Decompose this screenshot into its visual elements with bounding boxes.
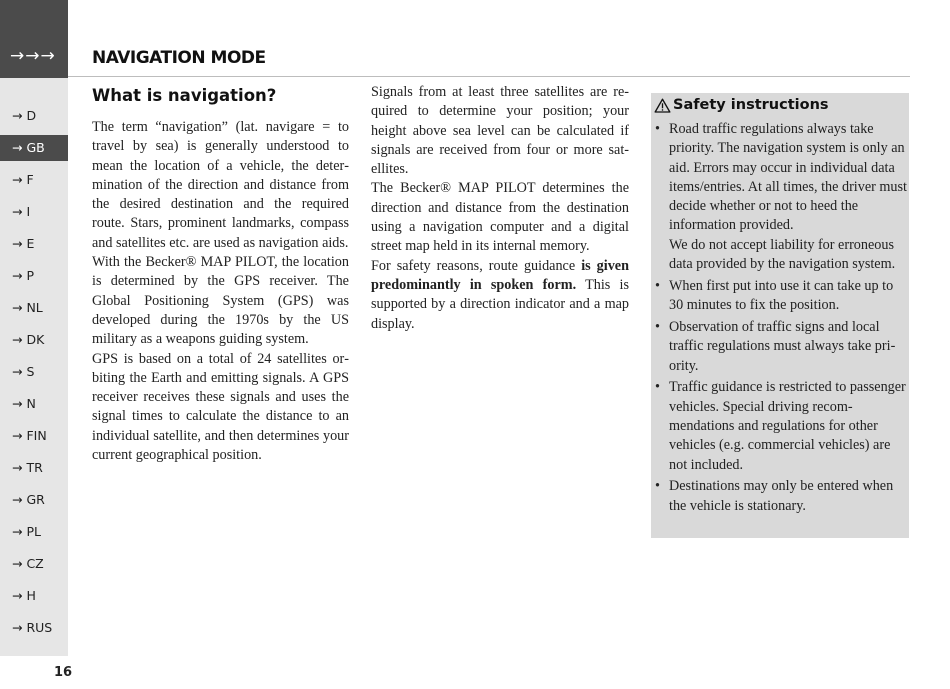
sidebar-item-i[interactable]: → I <box>12 204 31 219</box>
section-heading: What is navigation? <box>92 86 277 105</box>
page-number: 16 <box>54 665 73 680</box>
paragraph <box>371 257 629 334</box>
safety-title: Safety instructions <box>673 97 829 113</box>
sidebar-item-fin[interactable]: → FIN <box>12 428 47 443</box>
sidebar-item-h[interactable]: → H <box>12 588 36 603</box>
triple-arrow-icon: →→→ <box>10 46 56 66</box>
sidebar-item-nl[interactable]: → NL <box>12 300 43 315</box>
list-item: • Destinations may only be entered when the vehicle is stationary. <box>653 477 907 516</box>
sidebar-item-dk[interactable]: → DK <box>12 332 45 347</box>
sidebar-item-n[interactable]: → N <box>12 396 36 411</box>
sidebar-item-p[interactable]: → P <box>12 268 34 283</box>
sidebar-header <box>0 0 68 78</box>
text-run: This is supported by a direction indicator and a map display. <box>371 276 629 332</box>
sidebar-item-f[interactable]: → F <box>12 172 34 187</box>
text-run: For safety reasons, route guidance <box>371 257 582 274</box>
sidebar-item-pl[interactable]: → PL <box>12 524 41 539</box>
sidebar-item-s[interactable]: → S <box>12 364 35 379</box>
safety-title-row <box>654 95 907 115</box>
safety-instructions-box <box>651 93 909 538</box>
section-title: NAVIGATION MODE <box>92 48 266 68</box>
warning-triangle-icon <box>654 98 671 113</box>
sidebar-item-gb[interactable]: → GB <box>0 135 68 161</box>
sidebar-item-cz[interactable]: → CZ <box>12 556 44 571</box>
sidebar-item-gr[interactable]: → GR <box>12 492 45 507</box>
sidebar-item-tr[interactable]: → TR <box>12 460 43 475</box>
paragraph: With the Becker® MAP PILOT, the location is determined by the GPS receiver. The Global Positioning System (GPS) was developed during the 1970s by the US military as a weapons guiding system. <box>92 254 349 348</box>
language-sidebar <box>0 0 68 656</box>
paragraph: GPS is based on a total of 24 satellites orbiting the Earth and emitting signals. A GPS receiver receives these signals and uses the signal times to calculate the distance to an individual satellite, and then determines your current geographical position. <box>92 350 349 464</box>
list-item <box>653 120 907 274</box>
paragraph: The term “navigation” (lat. navigare = to travel by sea) is generally understood to mean the location of a vehicle, the determination of the direction and distance from the desired destination and the required route. Stars, prominent landmarks, compass and satellites etc. are used as navigation aids. <box>92 119 349 251</box>
list-item-text: Road traffic regulations always take priority. The navigation system is only an aid. Errors may occur in individual data items/entries. At all times, the driver must decide whether or not to heed the information provided. <box>669 121 907 234</box>
sidebar-item-d[interactable]: → D <box>12 108 37 123</box>
list-item: • Observation of traffic signs and local traffic regulations must always take priority. <box>653 318 907 376</box>
safety-list <box>653 120 907 516</box>
header-divider <box>68 76 910 77</box>
column-2 <box>371 83 629 334</box>
list-item: • Traffic guidance is restricted to passenger vehicles. Special driving recommendations and regulations for other vehicles (e.g. commercial vehicles) are not included. <box>653 378 907 474</box>
paragraph: Signals from at least three satellites are required to determine your position; your height above sea level can be calculated if signals are received from four or more satellites. <box>371 84 629 178</box>
column-1 <box>92 118 349 465</box>
emphasis-text: is given predominantly in spoken form. <box>371 257 629 293</box>
sidebar-item-e[interactable]: → E <box>12 236 35 251</box>
list-item: • When first put into use it can take up to 30 minutes to fix the position. <box>653 277 907 316</box>
paragraph: The Becker® MAP PILOT determines the direction and distance from the destination using a navigation computer and a digital street map held in its internal memory. <box>371 180 629 255</box>
sidebar-item-rus[interactable]: → RUS <box>12 620 53 635</box>
list-item-note: We do not accept liability for erroneous data provided by the navigation system. <box>669 236 896 273</box>
